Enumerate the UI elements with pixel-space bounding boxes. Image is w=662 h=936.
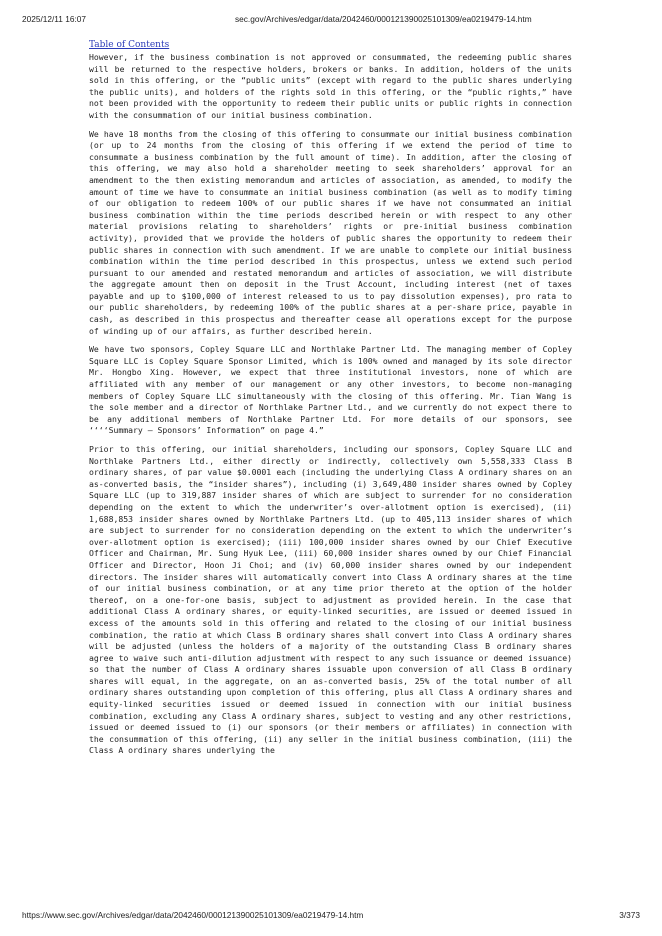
paragraph-sponsors: We have two sponsors, Copley Square LLC and Northlake Partner Ltd. The managing member of Copley Square LLC is Copley Square Sponsor Limited, which is 100% owned and managed by its sole director Mr. Hongbo Xing. However, we expect that three institutional investors, none of which are affiliated with any member of our management or any other investors, to become non-managing members of Copley Square LLC simultaneously with the closing of this offering. Mr. Tian Wang is the sole member and a director of Northlake Partner Ltd., and we currently do not expect there to be any additional members of Northlake Partner Ltd. For more details of our sponsors, see ‘‘‘‘Summary — Sponsors’ Information” on page 4.” [89, 344, 572, 436]
print-url: https://www.sec.gov/Archives/edgar/data/2042460/000121390025101309/ea0219479-14.htm [22, 910, 364, 920]
print-footer [22, 910, 640, 922]
paragraph-time-to-consummate: We have 18 months from the closing of this offering to consummate our initial business combination (or up to 24 months from the closing of this offering if we extend the period of time to consummate a business combination by the full amount of time). In addition, after the closing of this offering, we may also hold a shareholder meeting to seek shareholders’ approval for an amendment to the then existing memorandum and articles of association, as amended, to modify the amount of time we have to consummate an initial business combination (as well as to modify timing of our obligation to redeem 100% of our public shares if we have not consummated an initial business combination within the time periods described herein or with respect to any other material provisions relating to shareholders’ rights or pre-initial business combination activity), provided that we provide the holders of public shares the opportunity to redeem their public shares in connection with such amendment. If we are unable to complete our initial business combination within the time period described in this prospectus, unless we extend such period pursuant to our amended and restated memorandum and articles of association, we will distribute the aggregate amount then on deposit in the Trust Account, including interest (net of taxes payable and up to $100,000 of interest released to us to pay dissolution expenses), pro rata to our public shareholders, by redeeming 100% of the public shares at a per-share price, payable in cash, as described in this prospectus and thereafter cease all operations except for the purpose of winding up of our affairs, as further described herein. [89, 128, 572, 336]
print-header [22, 14, 640, 26]
print-page-title: sec.gov/Archives/edgar/data/2042460/000121390025101309/ea0219479-14.htm [235, 14, 532, 24]
print-timestamp: 2025/12/11 16:07 [22, 14, 86, 24]
paragraph-insider-shares: Prior to this offering, our initial shareholders, including our sponsors, Copley Square LLC and Northlake Partners Ltd., either directly or indirectly, collectively own 5,558,333 Class B ordinary shares, of par value $0.0001 each (including the underlying Class A ordinary shares on an as-converted basis, the “insider shares”), including (i) 3,649,480 insider shares owned by Copley Square LLC (up to 319,887 insider shares of which are subject to surrender for no consideration depending on the extent to which the underwriter’s over-allotment option is exercised), (ii) 1,688,853 insider shares owned by Northlake Partners Ltd. (up to 405,113 insider shares of which are subject to surrender for no consideration depending on the extent to which the underwriter’s over-allotment option is exercised); (iii) 100,000 insider shares owned by our Chief Executive Officer and Chairman, Mr. Sung Hyuk Lee, (iii) 60,000 insider shares owned by our Chief Financial Officer and Director, Hoon Ji Choi; and (iv) 60,000 insider shares owned by our independent directors. The insider shares will automatically convert into Class A ordinary shares at the time of our initial business combination, or at any time prior thereto at the option of the holder thereof, on a one-for-one basis, subject to adjustment as provided herein. In the case that additional Class A ordinary shares, or equity-linked securities, are issued or deemed issued in excess of the amounts sold in this offering and related to the closing of our initial business combination, the ratio at which Class B ordinary shares shall convert into Class A ordinary shares will be adjusted (unless the holders of a majority of the outstanding Class B ordinary shares agree to waive such anti-dilution adjustment with respect to any such issuance or deemed issuance) so that the number of Class A ordinary shares issuable upon conversion of all Class B ordinary shares will equal, in the aggregate, on an as-converted basis, 25% of the total number of all ordinary shares outstanding upon completion of this offering, plus all Class A ordinary shares and equity-linked securities issued or deemed issued in connection with our initial business combination, excluding any Class A ordinary shares, subject to vesting and any other restrictions, issued or deemed issued to (i) our sponsors (or their members or affiliates) in connection with the consummation of this offering, (ii) any seller in the initial business combination, (iii) the Class A ordinary shares underlying the [89, 444, 572, 756]
print-page-counter: 3/373 [619, 910, 640, 920]
table-of-contents-link[interactable]: Table of Contents [89, 40, 170, 50]
paragraph-redemption: However, if the business combination is not approved or consummated, the redeeming public shares will be returned to the respective holders, brokers or banks. In addition, holders of the units sold in this offering, or the “public units” (except with regard to the public shares underlying the public units), and holders of the rights sold in this offering, or the “public rights,” have not been provided with the opportunity to redeem their public units or public rights in connection with the consummation of our initial business combination. [89, 52, 572, 120]
document-body [89, 39, 572, 903]
